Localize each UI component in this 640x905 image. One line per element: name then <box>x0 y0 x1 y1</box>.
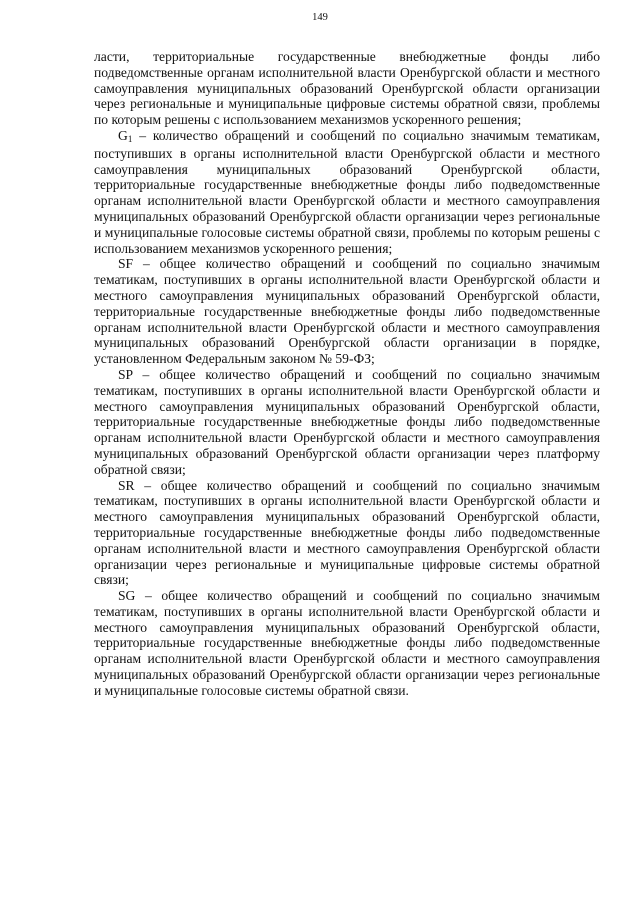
variable-subscript: 1 <box>127 133 133 144</box>
body-text <box>94 49 600 699</box>
paragraph-g1 <box>94 128 600 256</box>
variable-symbol: G <box>118 127 128 143</box>
page-number: 149 <box>312 12 328 23</box>
paragraph-sg: SG – общее количество обращений и сообщений по социально значимым тематикам, поступивших в органы исполнительной власти Оренбургской области и местного самоуправления муниципальных образований Оренбургской области, территориальные государственные внебюджетные фонды либо подведомственные органам исполнительной власти Оренбургской области и местного самоуправления муниципальных образований Оренбургской области организации через региональные и муниципальные голосовые системы обратной связи. <box>94 588 600 698</box>
paragraph-g1-text: – количество обращений и сообщений по социально значимым тематикам, поступивших в органы исполнительной власти Оренбургской области и местного самоуправления муниципальных образований Оренбургской области, территориальные государственные внебюджетные фонды либо подведомственные органам исполнительной власти Оренбургской области и местного самоуправления муниципальных образований Оренбургской области организации через региональные и муниципальные голосовые системы обратной связи, проблемы по которым решены с использованием механизмов ускоренного решения; <box>94 127 600 256</box>
paragraph-sr: SR – общее количество обращений и сообщений по социально значимым тематикам, поступивших в органы исполнительной власти Оренбургской области и местного самоуправления муниципальных образований Оренбургской области, территориальные государственные внебюджетные фонды либо подведомственные органам исполнительной власти и местного самоуправления Оренбургской области организации через региональные и муниципальные цифровые системы обратной связи; <box>94 477 600 588</box>
paragraph-continuation: ласти, территориальные государственные внебюджетные фонды либо подведомственные органам исполнительной власти Оренбургской области и местного самоуправления муниципальных образований Оренбургской области организации через региональные и муниципальные цифровые системы обратной связи, проблемы по которым решены с использованием механизмов ускоренного решения; <box>94 49 600 128</box>
paragraph-sf: SF – общее количество обращений и сообщений по социально значимым тематикам, поступивших в органы исполнительной власти Оренбургской области и местного самоуправления муниципальных образований Оренбургской области, территориальные государственные внебюджетные фонды либо подведомственные органам исполнительной власти Оренбургской области и местного самоуправления муниципальных образований Оренбургской области организации в порядке, установленном Федеральным законом № 59-ФЗ; <box>94 256 600 367</box>
paragraph-sp: SP – общее количество обращений и сообщений по социально значимым тематикам, поступивших в органы исполнительной власти Оренбургской области и местного самоуправления муниципальных образований Оренбургской области, территориальные государственные внебюджетные фонды либо подведомственные органам исполнительной власти Оренбургской области и местного самоуправления муниципальных образований Оренбургской области организации через платформу обратной связи; <box>94 366 600 477</box>
